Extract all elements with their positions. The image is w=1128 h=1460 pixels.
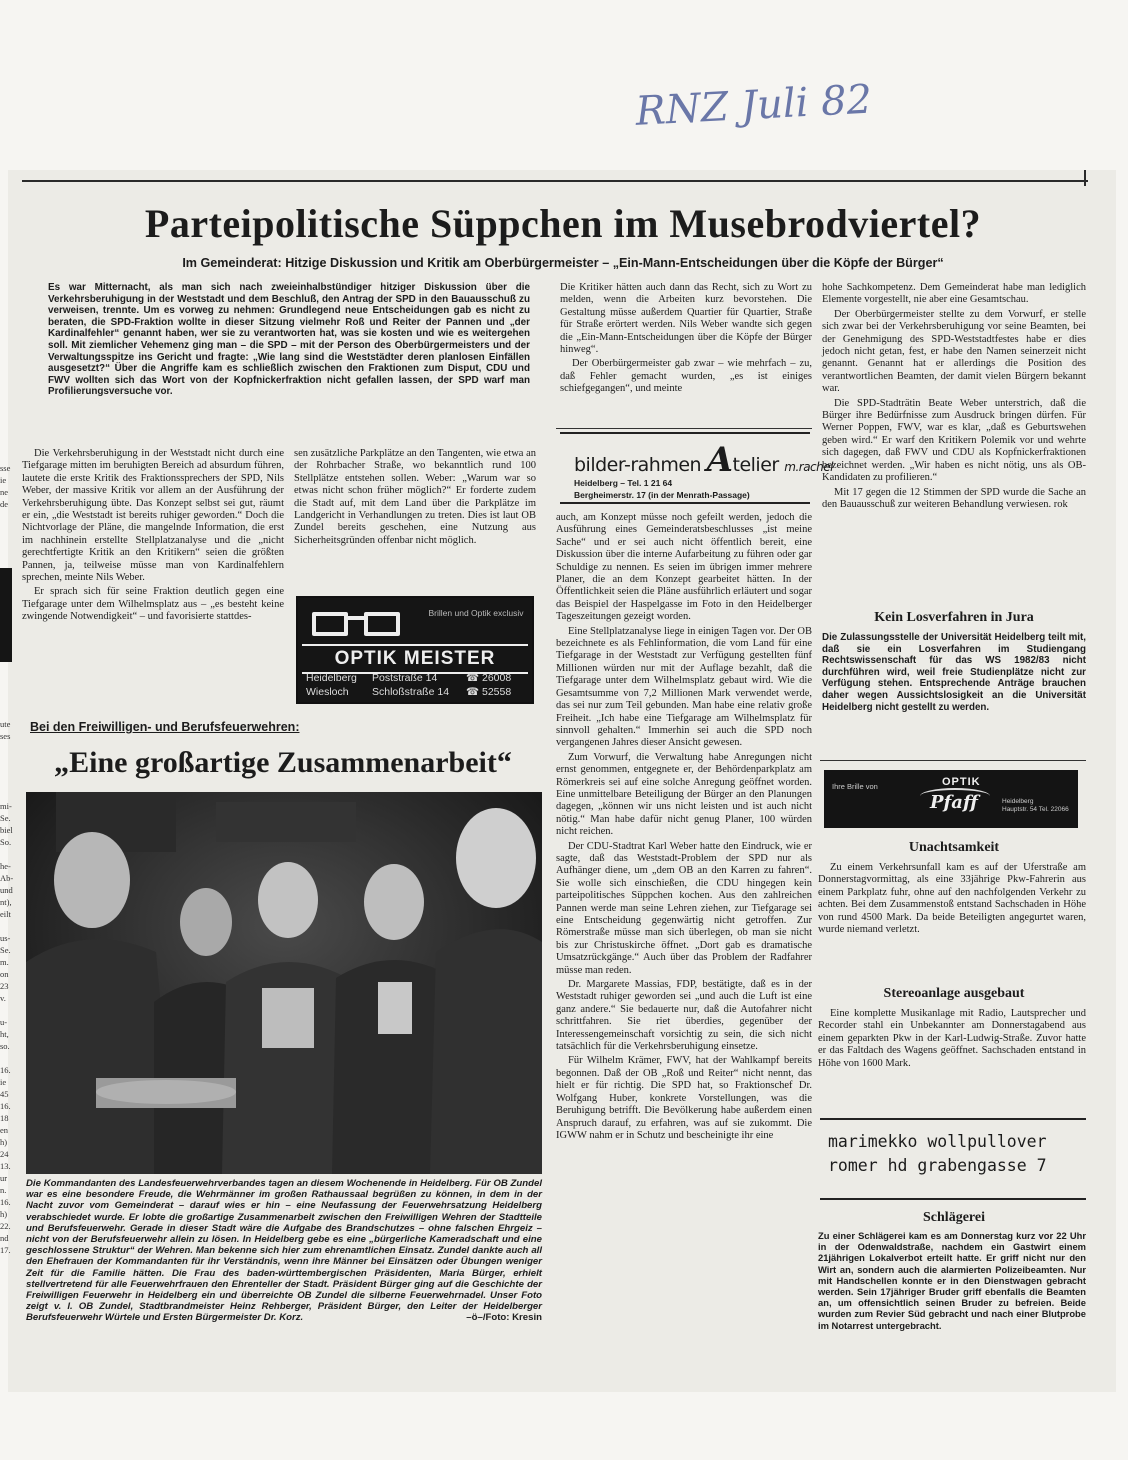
- paragraph: Mit 17 gegen die 12 Stimmen der SPD wurde die Sache an den Bauausschuß zur weiteren Behandlung verwiesen. rok: [822, 486, 1086, 510]
- paragraph: hohe Sachkompetenz. Dem Gemeinderat habe man lediglich Elemente vorgestellt, nie aber eine Gesamtschau.: [822, 282, 1086, 306]
- feuerwehr-headline: „Eine großartige Zusammenarbeit“: [54, 746, 512, 779]
- top-rule-tick: [1084, 170, 1086, 186]
- paragraph: Dr. Margarete Massias, FDP, bestätigte, daß es in der Weststadt ruhiger geworden sei „und auch die Luft ist eine ganz andere.“ Sie bedauerte nur, daß die Autofahrer nicht schrittfahren. Sie riet überdies, gegenüber der Interessengemeinschaft vorsichtig zu sein, die sich nicht tatsächlich für die Verkehrsberuhigung einsetze.: [556, 979, 812, 1053]
- photo-credit: –ö–/Foto: Kresin: [466, 1312, 542, 1324]
- stereo-headline: Stereoanlage ausgebaut: [883, 986, 1025, 1001]
- paragraph: Für Wilhelm Krämer, FWV, hat der Wahlkampf bereits begonnen. Daß der OB „Roß und Reiter“ nicht nennt, das hielt er für richtig. Die SPD hat, so Fraktionschef Dr. Wolfgang Huber, konkrete Vorstellungen, was die Beruhigung betrifft. Die Bevölkerung habe außerdem einen Anspruch darauf, zu erfahren, was auf sie zukommt. Die IGWW nahm er in Schutz und bescheinigte ihr eine: [556, 1055, 812, 1141]
- article-column-3-top: [560, 282, 812, 424]
- paragraph: Er sprach sich für seine Fraktion deutlich gegen eine Tiefgarage unter dem Wilhelmsplatz aus – „es besteht keine zwingende Notwendigkeit“ – und favorisierte stattdes-: [22, 586, 284, 623]
- article-column-4: [822, 282, 1086, 602]
- paragraph: Eine Stellplatzanalyse liege in einigen Tagen vor. Der OB bezeichnete es als Fehlinformation, die vom Land für eine Tiefgarage in der Weststadt zur Verfügung gestellten fünf Millionen würden nur mit der Auflage bezahlt, daß die Tiefgarage unter dem Wilhelmsplatz gebaut wird. Wie die Gesamtsumme von 7,2 Millionen Mark verwendet werde, das sei nur zum Teil gebunden. Man habe eine relativ große Freiheit. „Ich habe eine Tiefgarage am Wilhelmsplatz für sinnvoll gehalten.“ Immerhin sei auch die SPD noch vergangenen Jahres dieser Ansicht gewesen.: [556, 625, 812, 749]
- edge-text-top: sse ie ne de: [0, 463, 11, 509]
- edge-ad-fragment: [0, 568, 12, 662]
- ad-address-heidelberg: Heidelberg Poststraße 14 ☎ 26008: [306, 672, 512, 684]
- paragraph: Der CDU-Stadtrat Karl Weber hatte den Eindruck, wie er sagte, daß das Weststadt-Problem der SPD nur als Aufhänger diene, um „dem OB an den Karren zu fahren“. Sie wolle sich einschießen, die CDU hingegen kein parteipolitisches Süppchen kochen. Aus den zahlreichen Pannen werde man seine Lehren ziehen, zur Tiefgarage sei eine Entscheidung gegenwärtig nicht getroffen. Zur Römerstraße müsse man sich überlegen, ob man sie nicht bis zur Christuskirche öffnet. „Dort gab es dramatische Umsatzrückgänge.“ Auch über das Problem der Radfahrer müsse man reden.: [556, 840, 812, 976]
- divider: [820, 760, 1086, 761]
- bilder-rahmen-ad: [560, 432, 833, 504]
- photo-caption: Die Kommandanten des Landesfeuerwehrverbandes tagen an diesem Wochenende in Heidelberg. Für OB Zundel war es eine besondere Freude, die Wehrmänner im großen Rathaussaal begrüßen zu können, in dem in der Nacht zuvor vom Gemeinderat – darauf wies er hin – eine Neufassung der Feuerwehrsatzung Heidelberg verabschiedet wurde. Er lobte die großartige Zusammenarbeit zwischen den Freiwilligen Wehren der Stadtteile und Berufsfeuerwehr. Gerade in dieser Stadt wäre die Aufgabe des Brandschutzes – ohne falschen Ehrgeiz – nicht von der Berufsfeuerwehr allein zu lösen. In Heidelberg gebe es eine „bürgerliche Kameradschaft und eine geschlossene Struktur“ der Wehren. Man bekenne sich hier zum ehrenamtlichen Einsatz. Zundel dankte auch all den Ehefrauen der Kommandanten für ihr Verständnis, wenn ihre Männer bei Einsätzen oder Übungen weniger Zeit für die Familie hätten. Die Frau des baden-württembergischen Präsidenten, Maria Bürger, erhielt stellvertretend für alle Feuerwehrfrauen den Ehrenteller der Stadt. Präsident Bürger ging auf die Geschichte der Freiwilligen Feuerwehr in Heidelberg ein und überreichte OB Zundel die silberne Feuerwehrnadel. Unser Foto zeigt v. l. OB Zundel, Stadtbrandmeister Heinz Rehberger, Präsident Bürger, den Leiter der Heidelberger Berufsfeuerwehr Würtele und Ersten Bürgermeister Dr. Korz. –ö–/Foto: Kresin: [26, 1178, 542, 1324]
- schlaegerei-headline: Schlägerei: [923, 1210, 985, 1225]
- paragraph: Der Oberbürgermeister stellte zu dem Vorwurf, er stelle sich zwar bei der Verkehrsberuhigung vor seine Beamten, bei der Genehmigung des SPD-Weststadtfestes habe er dies jedoch nicht getan, fest, er habe den Namen seinerzeit nicht genannt. Genannt hat er allerdings die Position des verantwortlichen Beamten, der damit vielen Bürgern bekannt war.: [822, 308, 1086, 395]
- divider: [556, 428, 812, 429]
- stereo-body: [818, 1008, 1086, 1108]
- ad-brand: Pfaff: [930, 792, 978, 813]
- ad-optik-label: OPTIK: [942, 776, 981, 788]
- edge-text-bottom: mi- Se. biel So. he- Ab- und nt), eilt us- Se. m. on 23 v. u- ht, so. 16. ie 45 16. 18 en h) 24 13. ur n. 16. h) 22. nd 17.: [0, 801, 14, 1255]
- jura-headline: Kein Losverfahren in Jura: [874, 610, 1034, 625]
- group-photo-illustration: [26, 792, 542, 1174]
- article-column-1: [22, 448, 284, 700]
- paragraph: Zu einem Verkehrsunfall kam es auf der Uferstraße am Donnerstagvormittag, als eine 33jährige Pkw-Fahrerin aus einem Parkplatz fuhr, ohne auf den nachfolgenden Verkehr zu achten. Bei dem Zusammenstoß entstand Sachschaden in Höhe von rund 4500 Mark. Da beide Beteiligten angegurtet waren, wurde niemand verletzt.: [818, 862, 1086, 936]
- feuerwehr-photo: [26, 792, 542, 1174]
- handwritten-annotation: RNZ Juli 82: [634, 76, 874, 135]
- top-rule: [22, 180, 1088, 182]
- ad-address: Bergheimerstr. 17 (in der Menrath-Passage): [574, 490, 750, 500]
- subhead: Im Gemeinderat: Hitzige Diskussion und Kritik am Oberbürgermeister – „Ein-Mann-Entscheidungen über die Köpfe der Bürger“: [182, 256, 944, 270]
- paragraph: Zum Vorwurf, die Verwaltung habe Anregungen nicht ernst genommen, entgegnete er, der Behördenparkplatz am Römerkreis sei auf eine solche Anregung geöffnet worden. Eine unmittelbare Beteiligung der Bürger an den Planungen dagegen, „können wir uns nicht leisten und ist auch nicht nötig.“ Man habe dafür nicht genug Planer, 100 würden nicht reichen.: [556, 751, 812, 838]
- paragraph: auch, am Konzept müsse noch gefeilt werden, jedoch die Ausführung eines Gemeinderatsbeschlusses „ist meine Sache“ und er sei auch nicht öffentlich bereit, eine Diskussion über die interne Aufarbeitung zu führen oder gar Schuldige zu nennen. Es seien im übrigen immer mehrere Planer, die an dem Konzept gearbeitet hätten. In der Öffentlichkeit seien die Pläne ausführlich erläutert und sogar das Beispiel der Haspelgasse im Foto in den Heidelberger Tageszeitungen gezeigt worden.: [556, 512, 812, 623]
- optik-meister-ad: [296, 596, 534, 704]
- paragraph: Die Verkehrsberuhigung in der Weststadt nicht durch eine Tiefgarage mitten im beruhigten Bereich ad absurdum führen, lautete die erste Kritik des Fraktionssprechers der SPD, Nils Weber, der massive Kritik vor allem an der Ausführung der Verkehrsberuhigung übte. Das Konzept selbst sei gut, räumt er ein, „die Weststadt ist bereits ruhiger geworden.“ Doch die Nichtvorlage der Pläne, die mangelnde Information, die erst im nachhinein erstellte Stellplatzanalyse und die „nicht gerechtfertigte Kritik an den Kritikern“ seien die größten Pannen, ja, teilweise müsse man von Kardinalfehlern sprechen, meinte Nils Weber.: [22, 448, 284, 584]
- headline: Parteipolitische Süppchen im Musebrodviertel?: [144, 201, 982, 246]
- optik-pfaff-ad: [824, 770, 1078, 828]
- paragraph: sen zusätzliche Parkplätze an den Tangenten, wie etwa an der Rohrbacher Straße, wo bekanntlich rund 100 Stellplätze entstehen sollen. Weber: „Warum war so etwas nicht schon früher möglich?“ Er forderte zudem die Stadt auf, mit dem Land über die Parkplätze im Landgericht in Verhandlungen zu treten. Dies ist laut OB Zundel bereits geschehen, eine Nutzung aus Sicherheitsgründen offenbar nicht möglich.: [294, 448, 536, 546]
- lead-paragraph: Es war Mitternacht, als man sich nach zweieinhalbstündiger hitziger Diskussion über die Verkehrsberuhigung in der Weststadt und dem Beschluß, den Antrag der SPD in den Bauausschuß zu verweisen, trennte. Um es vorweg zu nehmen: Grundlegend neue Entscheidungen gab es nicht zu beraten, die SPD-Fraktion wollte in dieser Sitzung vielmehr Roß und Reiter der Pannen und „der Kardinalfehler“ genannt haben, wer sie zu verantworten hat, was sie kosten und wie es weitergehen soll. Mit ziemlicher Vehemenz ging man – die SPD – mit der Person des Oberbürgermeisters und der Verwaltungsspitze ins Gericht und fragte: „Wie lang sind die Weststädter deren planlosen Einfällen ausgesetzt?“ Über die Angriffe kam es schließlich zwischen den Fraktionen zum Disput, CDU und FWV wollten sich das Wort von der Kopfnickerfraktion nicht gefallen lassen, der SPD warf man Profilierungsversuche vor.: [48, 282, 530, 398]
- ad-small-text: Ihre Brille von: [832, 782, 878, 791]
- feuerwehr-kicker: Bei den Freiwilligen- und Berufsfeuerwehren:: [30, 720, 300, 734]
- ad-phone: Heidelberg – Tel. 1 21 64: [574, 478, 673, 488]
- ad-address: Heidelberg Hauptstr. 54 Tel. 22066: [1002, 798, 1069, 813]
- edge-text-mid: ute ses: [0, 719, 11, 741]
- schlaegerei-body: Zu einer Schlägerei kam es am Donnerstag kurz vor 22 Uhr in der Odenwaldstraße, nachdem ein Gastwirt einem 21jährigen Lokalverbot erteilt hatte. Er griff nicht nur den Wirt an, sondern auch die alarmierten Polizeibeamten. Nur mit Handschellen konnte er in den Dienstwagen gebracht werden. Sein 17jähriger Bruder griff ebenfalls die Beamten an, um offensichtlich seinen Bruder zu befreien. Beide wurden zum Revier Süd gebracht und nach einer Blutprobe im Notarrest untergebracht.: [818, 1230, 1086, 1331]
- ad-brand: OPTIK MEISTER: [302, 644, 528, 674]
- ad-tagline: Brillen und Optik exclusiv: [428, 608, 524, 618]
- classified-ad: marimekko wollpullover romer hd grabengasse 7: [820, 1118, 1086, 1200]
- paragraph: Die Kritiker hätten auch dann das Recht, sich zu Wort zu melden, wenn die Arbeiten kurz bevorstehen. Die Gestaltung müsse außerdem Quartier für Quartier, Straße für Straße erörtert werden. Nils Weber wandte sich gegen die „Ein-Mann-Entscheidungen über die Köpfe der Bürger hinweg“.: [560, 282, 812, 356]
- paragraph: Eine komplette Musikanlage mit Radio, Lautsprecher und Recorder stahl ein Unbekannter am Donnerstagabend aus einem geparkten Pkw in der Karl-Ludwig-Straße. Zuvor hatte er das Faltdach des Wagens geöffnet. Sachschaden entstand in Höhe von 1600 Mark.: [818, 1008, 1086, 1069]
- article-column-3-bottom: [556, 512, 812, 1386]
- unachtsamkeit-headline: Unachtsamkeit: [908, 840, 1000, 855]
- ad-address-wiesloch: Wiesloch Schloßstraße 14 ☎ 52558: [306, 686, 512, 698]
- paragraph: Der Oberbürgermeister gab zwar – wie mehrfach – zu, daß Fehler gemacht wurden, „es ist einiges schiefgegangen“, und meinte: [560, 358, 812, 395]
- paragraph: Die SPD-Stadträtin Beate Weber unterstrich, daß die Bürger ihre Bedürfnisse zum Ausdruck bringen dürfen. Für Werner Poppen, FWV, war es klar, „daß es Geburtswehen geben wird.“ Er warf den Kritikern Polemik vor und wehrte sich dagegen, daß FWV und CDU als Kopfnickerfraktionen bezeichnet werden. „Wir haben es nicht nötig, uns als OB-Kandidaten zu profilieren.“: [822, 397, 1086, 484]
- article-column-2: [294, 448, 536, 588]
- ad-logo: bilder-rahmen Atelier m.rachel: [574, 440, 833, 480]
- glasses-icon: [312, 612, 404, 640]
- jura-body: Die Zulassungsstelle der Universität Heidelberg teilt mit, daß sie ein Losverfahren im Studiengang Rechtswissenschaft für das WS 1982/83 nicht durchführen wird, weil freie Studienplätze nicht zur Verfügung stehen. Entsprechende Anträge brauchen daher wegen Aussichtslosigkeit an die Universität Heidelberg nicht gestellt zu werden.: [822, 632, 1086, 713]
- unachtsamkeit-body: [818, 862, 1086, 972]
